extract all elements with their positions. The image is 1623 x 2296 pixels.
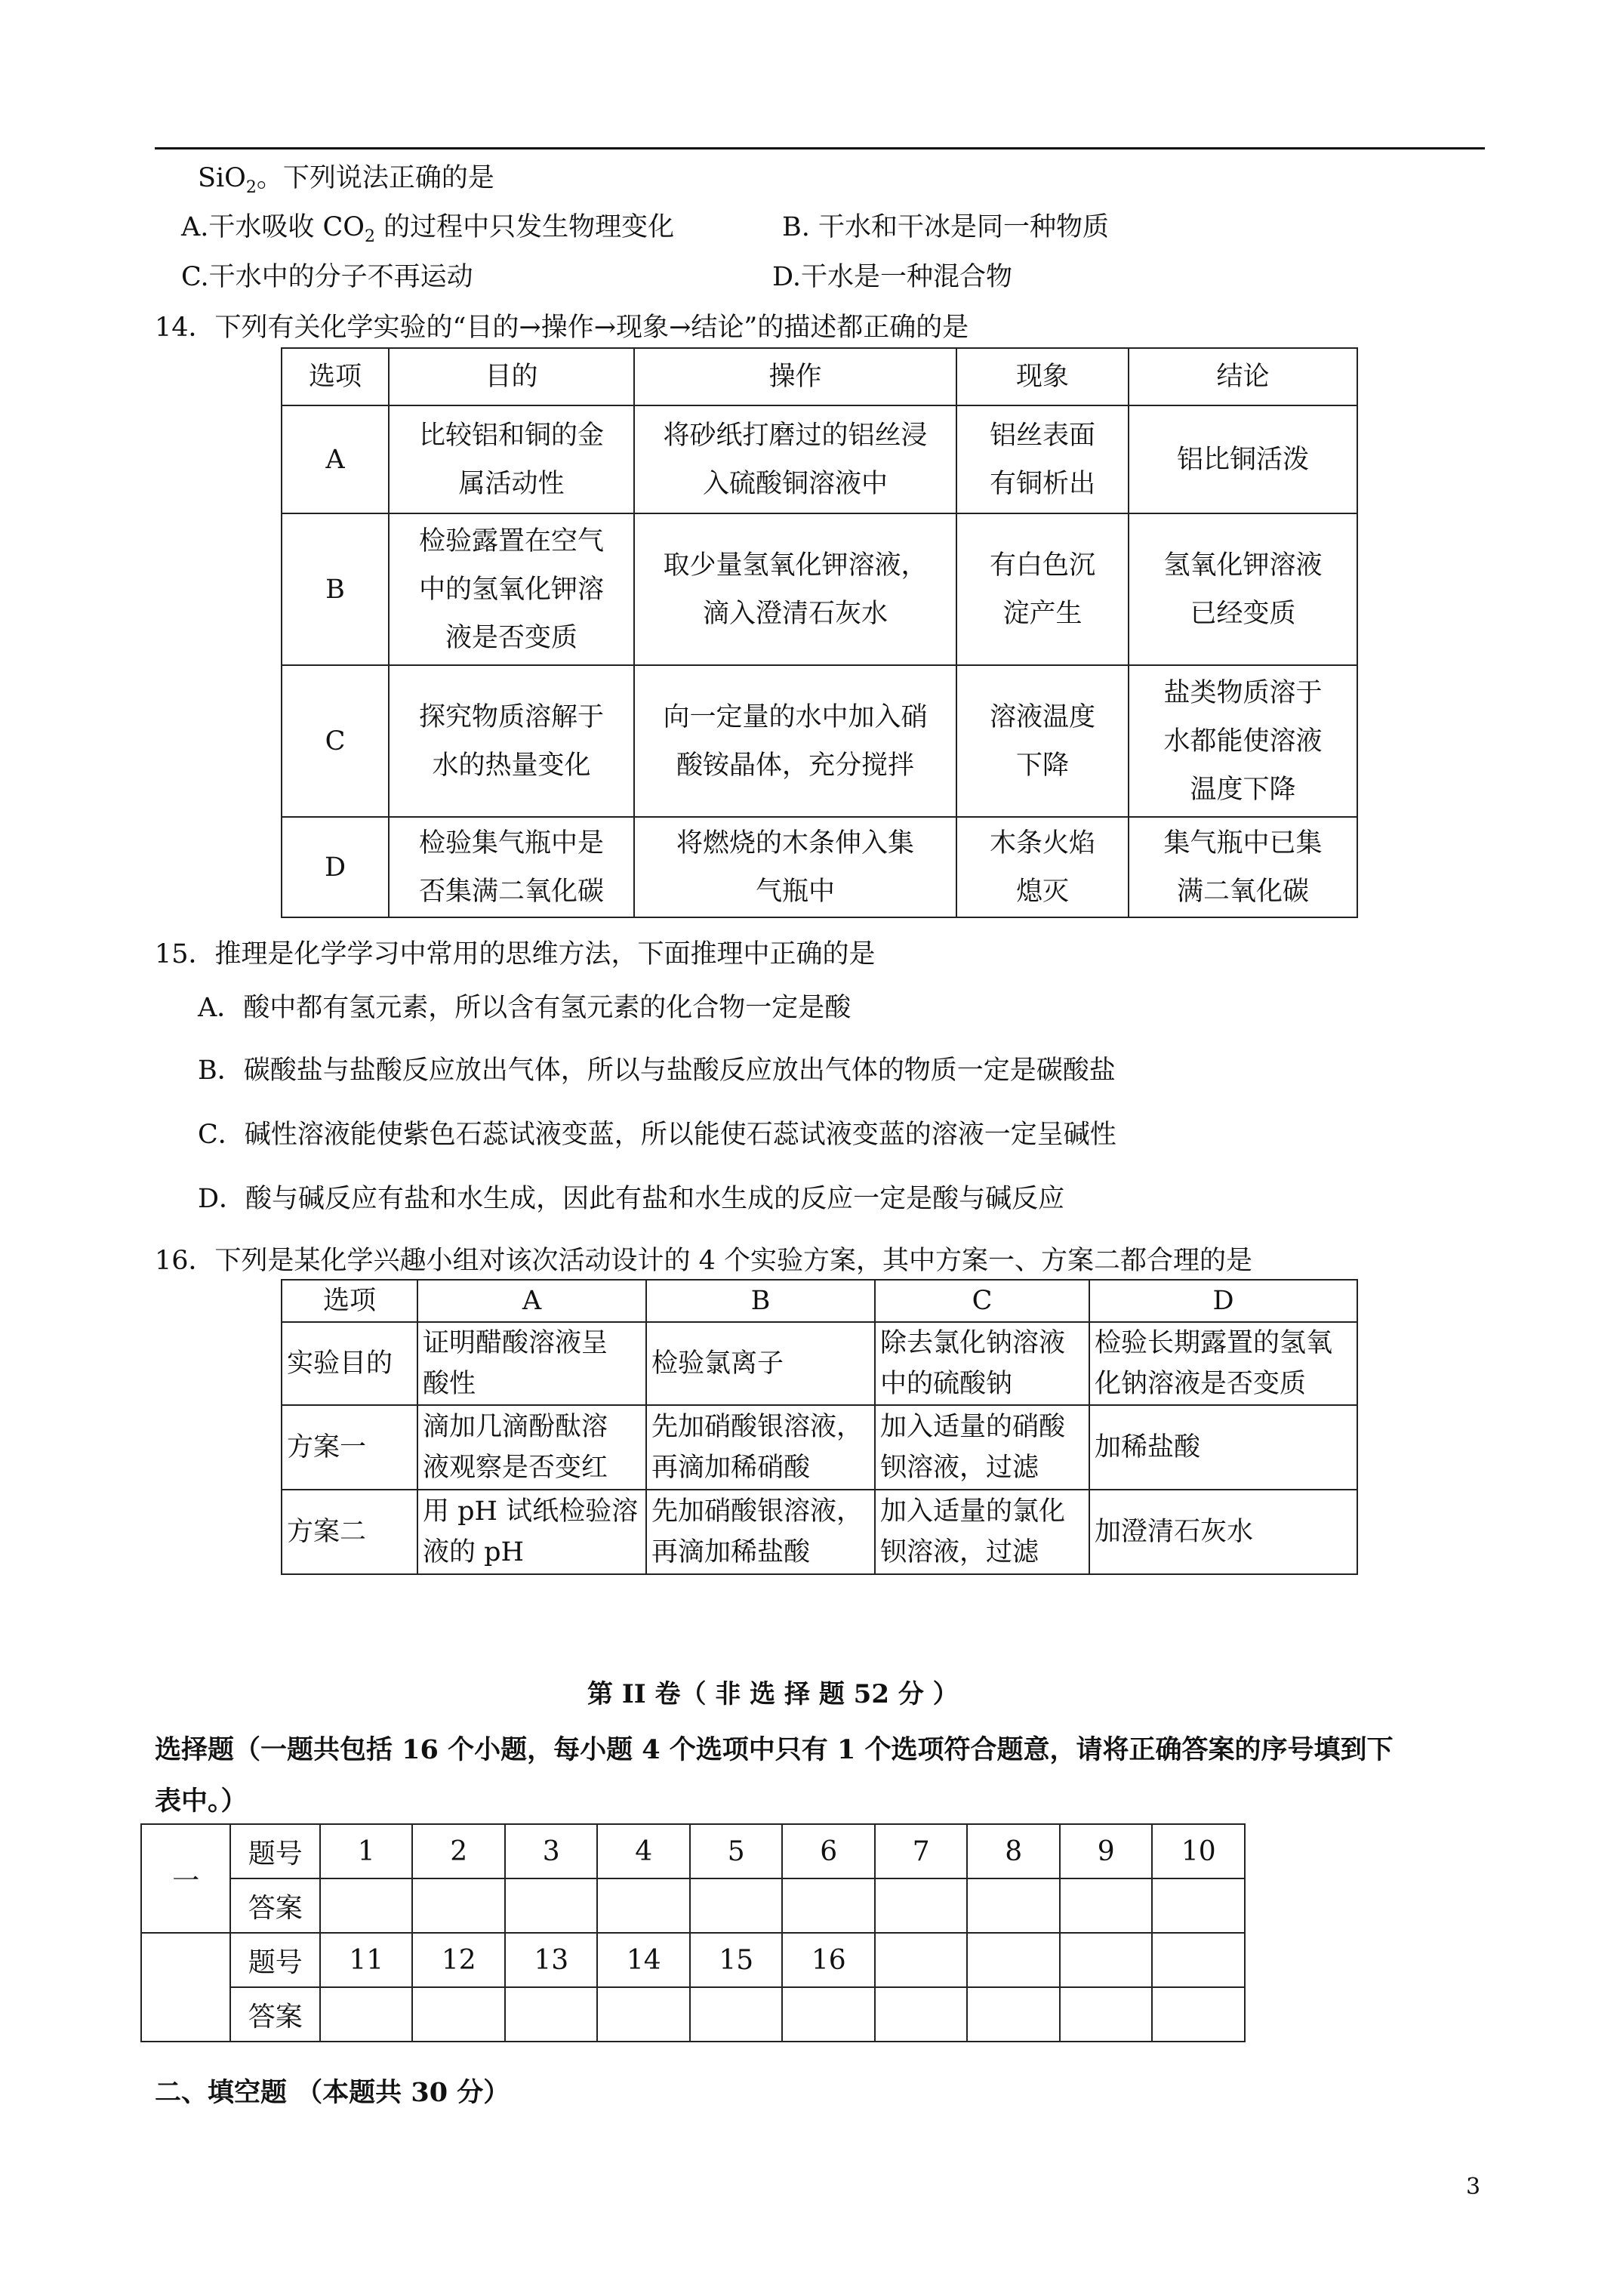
table-row: [282, 513, 1357, 665]
answer-cell[interactable]: [690, 1878, 783, 1933]
table-cell: 将砂纸打磨过的铝丝浸 入硫酸铜溶液中: [634, 405, 956, 513]
question-number: [875, 1933, 968, 1987]
table-cell: 木条火焰 熄灭: [956, 817, 1129, 917]
q13-option-d: D.干水是一种混合物: [772, 262, 1012, 292]
table-cell: 溶液温度 下降: [956, 665, 1129, 817]
row-label-answer: 答案: [230, 1987, 319, 2042]
question-number: 16: [782, 1933, 875, 1987]
q15-option-c: C．碱性溶液能使紫色石蕊试液变蓝，所以能使石蕊试液变蓝的溶液一定呈碱性: [198, 1120, 1116, 1150]
question-number: 8: [967, 1824, 1060, 1878]
section-2-title: 第 II 卷（ 非 选 择 题 52 分 ）: [587, 1679, 959, 1709]
question-number: 1: [320, 1824, 413, 1878]
header-cell: 操作: [634, 348, 956, 405]
q16-stem: 16．下列是某化学兴趣小组对该次活动设计的 4 个实验方案，其中方案一、方案二都合理的是: [155, 1246, 1253, 1276]
table-cell: 盐类物质溶于 水都能使溶液 温度下降: [1129, 665, 1357, 817]
table-row: [282, 1490, 1357, 1574]
answer-number-row: [141, 1933, 1245, 1987]
part-2-heading: 二、填空题 （本题共 30 分）: [155, 2077, 510, 2108]
answer-cell[interactable]: [597, 1987, 690, 2042]
q15-option-d: D．酸与碱反应有盐和水生成，因此有盐和水生成的反应一定是酸与碱反应: [198, 1184, 1065, 1214]
question-number: 14: [597, 1933, 690, 1987]
row-label-number: 题号: [230, 1824, 319, 1878]
header-rule: [155, 147, 1485, 149]
answer-cell[interactable]: [320, 1987, 413, 2042]
header-cell: B: [646, 1280, 875, 1322]
table-row: [282, 1405, 1357, 1490]
answer-cell[interactable]: [597, 1878, 690, 1933]
answer-cell[interactable]: [967, 1987, 1060, 2042]
q16-table: [281, 1279, 1358, 1575]
q13-option-c: C.干水中的分子不再运动: [181, 262, 473, 292]
q14-table: [281, 347, 1358, 918]
table-cell: 证明醋酸溶液呈 酸性: [417, 1322, 646, 1405]
q15-option-a: A．酸中都有氢元素，所以含有氢元素的化合物一定是酸: [198, 993, 852, 1023]
question-number: 6: [782, 1824, 875, 1878]
answer-cell[interactable]: [782, 1987, 875, 2042]
table-cell: 滴加几滴酚酞溶 液观察是否变红: [417, 1405, 646, 1490]
question-number: 11: [320, 1933, 413, 1987]
table-cell: 检验氯离子: [646, 1322, 875, 1405]
table-cell: 集气瓶中已集 满二氧化碳: [1129, 817, 1357, 917]
table-row: [282, 405, 1357, 513]
question-number: [1060, 1933, 1153, 1987]
answer-cell[interactable]: [875, 1878, 968, 1933]
table-row: [282, 1322, 1357, 1405]
question-number: [1152, 1933, 1245, 1987]
table-cell: 方案一: [282, 1405, 417, 1490]
q13-option-b: B. 干水和干冰是同一种物质: [782, 212, 1109, 242]
group-label: 一: [141, 1824, 230, 1933]
question-number: 13: [505, 1933, 598, 1987]
table-cell: 比较铝和铜的金 属活动性: [389, 405, 634, 513]
table-cell: 检验露置在空气 中的氢氧化钾溶 液是否变质: [389, 513, 634, 665]
question-number: 9: [1060, 1824, 1153, 1878]
table-row: [282, 665, 1357, 817]
table-cell: 铝比铜活泼: [1129, 405, 1357, 513]
table-cell: D: [282, 817, 389, 917]
instruction-line-1: 选择题（一题共包括 16 个小题，每小题 4 个选项中只有 1 个选项符合题意，请将正确答案的序号填到下: [155, 1734, 1394, 1765]
answer-cell[interactable]: [1060, 1878, 1153, 1933]
q15-stem: 15．推理是化学学习中常用的思维方法，下面推理中正确的是: [155, 939, 876, 969]
q15-option-b: B．碳酸盐与盐酸反应放出气体，所以与盐酸反应放出气体的物质一定是碳酸盐: [198, 1056, 1116, 1086]
q13-stem-tail: SiO$_2$。下列说法正确的是: [198, 163, 494, 197]
table-cell: 加入适量的硝酸 钡溶液，过滤: [875, 1405, 1089, 1490]
table-cell: 有白色沉 淀产生: [956, 513, 1129, 665]
table-cell: C: [282, 665, 389, 817]
question-number: 12: [412, 1933, 505, 1987]
answer-cell[interactable]: [505, 1878, 598, 1933]
answer-cell[interactable]: [875, 1987, 968, 2042]
row-label-answer: 答案: [230, 1878, 319, 1933]
header-cell: 选项: [282, 348, 389, 405]
table-cell: 方案二: [282, 1490, 417, 1574]
header-cell: C: [875, 1280, 1089, 1322]
table-cell: 探究物质溶解于 水的热量变化: [389, 665, 634, 817]
answer-cell[interactable]: [320, 1878, 413, 1933]
header-cell: A: [417, 1280, 646, 1322]
page-number: 3: [1466, 2174, 1481, 2200]
header-cell: 目的: [389, 348, 634, 405]
header-cell: 现象: [956, 348, 1129, 405]
q14-stem: 14．下列有关化学实验的“目的→操作→现象→结论”的描述都正确的是: [155, 313, 969, 343]
answer-cell[interactable]: [967, 1878, 1060, 1933]
group-label: [141, 1933, 230, 2042]
answer-cell[interactable]: [1152, 1878, 1245, 1933]
table-cell: B: [282, 513, 389, 665]
table-cell: 将燃烧的木条伸入集 气瓶中: [634, 817, 956, 917]
question-number: [967, 1933, 1060, 1987]
table-cell: 氢氧化钾溶液 已经变质: [1129, 513, 1357, 665]
table-cell: 加稀盐酸: [1089, 1405, 1357, 1490]
table-cell: A: [282, 405, 389, 513]
question-number: 15: [690, 1933, 783, 1987]
table-cell: 先加硝酸银溶液， 再滴加稀盐酸: [646, 1490, 875, 1574]
answer-row: [141, 1878, 1245, 1933]
table-cell: 加入适量的氯化 钡溶液，过滤: [875, 1490, 1089, 1574]
answer-cell[interactable]: [690, 1987, 783, 2042]
table-cell: 实验目的: [282, 1322, 417, 1405]
answer-cell[interactable]: [782, 1878, 875, 1933]
header-cell: D: [1089, 1280, 1357, 1322]
table-cell: 取少量氢氧化钾溶液， 滴入澄清石灰水: [634, 513, 956, 665]
table-cell: 检验长期露置的氢氧 化钠溶液是否变质: [1089, 1322, 1357, 1405]
q13-option-a: A.干水吸收 $CO_2$ 的过程中只发生物理变化: [181, 212, 675, 246]
answer-cell[interactable]: [505, 1987, 598, 2042]
table-cell: 加澄清石灰水: [1089, 1490, 1357, 1574]
table-cell: 检验集气瓶中是 否集满二氧化碳: [389, 817, 634, 917]
table-cell: 向一定量的水中加入硝 酸铵晶体，充分搅拌: [634, 665, 956, 817]
table-cell: 先加硝酸银溶液， 再滴加稀硝酸: [646, 1405, 875, 1490]
question-number: 4: [597, 1824, 690, 1878]
answer-cell[interactable]: [412, 1878, 505, 1933]
header-cell: 结论: [1129, 348, 1357, 405]
answer-number-row: [141, 1824, 1245, 1878]
table-header-row: [282, 1280, 1357, 1322]
answer-cell[interactable]: [412, 1987, 505, 2042]
table-cell: 用 pH 试纸检验溶 液的 pH: [417, 1490, 646, 1574]
table-row: [282, 817, 1357, 917]
table-header-row: [282, 348, 1357, 405]
row-label-number: 题号: [230, 1933, 319, 1987]
table-cell: 除去氯化钠溶液 中的硫酸钠: [875, 1322, 1089, 1405]
answer-cell[interactable]: [1060, 1987, 1153, 2042]
answer-cell[interactable]: [1152, 1987, 1245, 2042]
question-number: 5: [690, 1824, 783, 1878]
answer-table: [140, 1823, 1246, 2042]
table-cell: 铝丝表面 有铜析出: [956, 405, 1129, 513]
question-number: 2: [412, 1824, 505, 1878]
question-number: 3: [505, 1824, 598, 1878]
answer-row: [141, 1987, 1245, 2042]
header-cell: 选项: [282, 1280, 417, 1322]
question-number: 7: [875, 1824, 968, 1878]
question-number: 10: [1152, 1824, 1245, 1878]
instruction-line-2: 表中。）: [155, 1786, 248, 1817]
